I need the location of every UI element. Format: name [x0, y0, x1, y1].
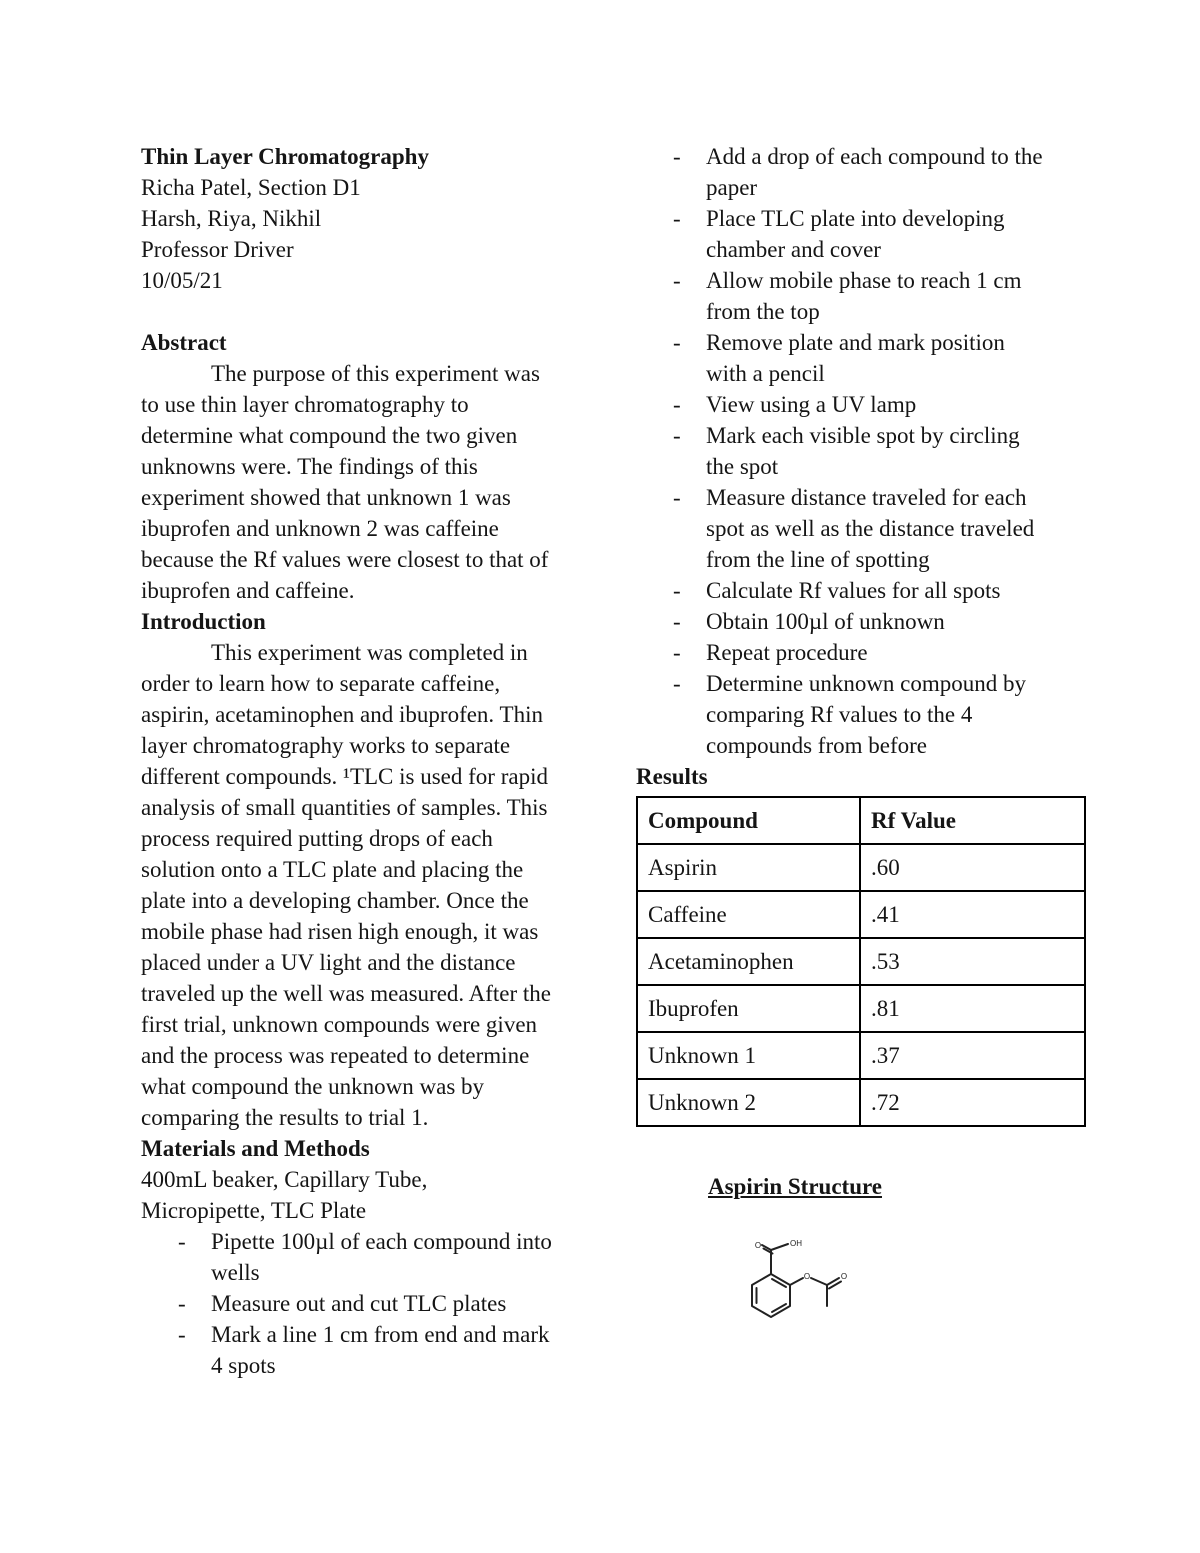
text-line: different compounds. ¹TLC is used for rapid [141, 764, 548, 789]
text-line: plate into a developing chamber. Once the [141, 888, 529, 913]
aspirin-structure-heading: Aspirin Structure [708, 1174, 882, 1199]
text-line: Micropipette, TLC Plate [141, 1198, 367, 1223]
method-step-text [706, 327, 1086, 389]
bullet-dash: - [673, 578, 681, 603]
text-line: Repeat procedure [706, 640, 868, 665]
text-line: This experiment was completed in [211, 640, 528, 665]
text-line: wells [211, 1260, 260, 1285]
text-line: comparing Rf values to the 4 [706, 702, 973, 727]
text-line: Allow mobile phase to reach 1 cm [706, 268, 1022, 293]
aspirin-structure-diagram [745, 1232, 855, 1322]
bullet-dash: - [673, 671, 681, 696]
text-line: and the process was repeated to determine [141, 1043, 530, 1068]
method-step-text [706, 389, 1086, 420]
materials-list [141, 1164, 591, 1226]
method-step [141, 1319, 591, 1381]
hydroxyl-label: OH [790, 1239, 802, 1248]
text-line: Measure out and cut TLC plates [211, 1291, 507, 1316]
method-step-text [706, 203, 1086, 265]
compound-cell: Unknown 2 [637, 1079, 860, 1126]
method-step [636, 203, 1086, 265]
bullet-dash: - [178, 1291, 186, 1316]
professor-line: Professor Driver [141, 237, 294, 262]
method-step [636, 606, 1086, 637]
method-step [636, 389, 1086, 420]
text-line: experiment showed that unknown 1 was [141, 485, 511, 510]
text-line: Add a drop of each compound to the [706, 144, 1043, 169]
abstract-body [141, 358, 591, 606]
rf-value-column-header: Rf Value [860, 797, 1085, 844]
bullet-dash: - [673, 330, 681, 355]
compound-cell: Acetaminophen [637, 938, 860, 985]
text-line: traveled up the well was measured. After the [141, 981, 552, 1006]
bullet-dash: - [673, 609, 681, 634]
text-line: from the line of spotting [706, 547, 930, 572]
method-step-text [211, 1226, 591, 1288]
text-line: 400mL beaker, Capillary Tube, [141, 1167, 428, 1192]
text-line: comparing the results to trial 1. [141, 1105, 429, 1130]
bullet-dash: - [673, 485, 681, 510]
ring-double-bond [772, 1279, 786, 1287]
method-step-text [706, 637, 1086, 668]
table-header-row [637, 797, 1085, 844]
method-steps-list [141, 1226, 591, 1381]
method-step-text [706, 668, 1086, 761]
document-title: Thin Layer Chromatography [141, 144, 429, 169]
text-line: determine what compound the two given [141, 423, 518, 448]
method-step-text [706, 606, 1086, 637]
benzene-ring [752, 1274, 790, 1317]
text-line: because the Rf values were closest to that of [141, 547, 549, 572]
text-line: first trial, unknown compounds were given [141, 1012, 538, 1037]
text-line: layer chromatography works to separate [141, 733, 511, 758]
date-line: 10/05/21 [141, 268, 223, 293]
results-heading: Results [636, 764, 708, 789]
text-line: the spot [706, 454, 779, 479]
compound-cell: Aspirin [637, 844, 860, 891]
bullet-dash: - [673, 640, 681, 665]
method-step [636, 141, 1086, 203]
introduction-body [141, 637, 591, 1133]
text-line: spot as well as the distance traveled [706, 516, 1035, 541]
text-line: ibuprofen and unknown 2 was caffeine [141, 516, 499, 541]
text-line: process required putting drops of each [141, 826, 493, 851]
rf-value-cell: .41 [860, 891, 1085, 938]
table-row [637, 938, 1085, 985]
bullet-dash: - [673, 423, 681, 448]
left-column [141, 141, 591, 1381]
bullet-dash: - [673, 392, 681, 417]
text-line: aspirin, acetaminophen and ibuprofen. Thin [141, 702, 543, 727]
hydroxyl-bond [771, 1244, 788, 1250]
blank-line [141, 296, 591, 327]
text-line: order to learn how to separate caffeine, [141, 671, 501, 696]
method-step [636, 327, 1086, 389]
text-line: Place TLC plate into developing [706, 206, 1005, 231]
method-step-text [706, 482, 1086, 575]
right-column [636, 141, 1086, 1127]
results-table [636, 796, 1086, 1127]
compound-cell: Unknown 1 [637, 1032, 860, 1079]
rf-value-cell: .81 [860, 985, 1085, 1032]
text-line: analysis of small quantities of samples. This [141, 795, 548, 820]
compound-cell: Ibuprofen [637, 985, 860, 1032]
materials-heading: Materials and Methods [141, 1136, 370, 1161]
text-line: compounds from before [706, 733, 927, 758]
method-step [636, 265, 1086, 327]
table-row [637, 1079, 1085, 1126]
ester-bond [790, 1278, 803, 1285]
text-line: mobile phase had risen high enough, it was [141, 919, 539, 944]
acetyl-oxygen-label: O [840, 1272, 848, 1281]
method-step-text [706, 141, 1086, 203]
text-line: View using a UV lamp [706, 392, 917, 417]
text-line: to use thin layer chromatography to [141, 392, 469, 417]
text-line: placed under a UV light and the distance [141, 950, 516, 975]
results-table-body [637, 844, 1085, 1126]
text-line: Mark a line 1 cm from end and mark [211, 1322, 550, 1347]
rf-value-cell: .60 [860, 844, 1085, 891]
bullet-dash: - [673, 144, 681, 169]
method-step-text [706, 575, 1086, 606]
text-line: ibuprofen and caffeine. [141, 578, 355, 603]
method-steps-list-continued [636, 141, 1086, 761]
text-line: Obtain 100µl of unknown [706, 609, 945, 634]
text-line: The purpose of this experiment was [211, 361, 540, 386]
method-step [141, 1288, 591, 1319]
bullet-dash: - [178, 1322, 186, 1347]
text-line: Measure distance traveled for each [706, 485, 1027, 510]
method-step-text [211, 1288, 591, 1319]
author-line: Richa Patel, Section D1 [141, 175, 361, 200]
table-row [637, 985, 1085, 1032]
method-step-text [706, 420, 1086, 482]
compound-column-header: Compound [637, 797, 860, 844]
text-line: unknowns were. The findings of this [141, 454, 478, 479]
text-line: Mark each visible spot by circling [706, 423, 1020, 448]
abstract-heading: Abstract [141, 330, 227, 355]
method-step-text [211, 1319, 591, 1381]
rf-value-cell: .72 [860, 1079, 1085, 1126]
text-line: from the top [706, 299, 820, 324]
text-line: 4 spots [211, 1353, 276, 1378]
carbonyl-oxygen-label: O [754, 1241, 762, 1250]
text-line: with a pencil [706, 361, 825, 386]
method-step [636, 668, 1086, 761]
text-line: solution onto a TLC plate and placing the [141, 857, 524, 882]
ester-bond [811, 1278, 827, 1285]
text-line: Determine unknown compound by [706, 671, 1027, 696]
ester-oxygen-label: O [803, 1272, 811, 1281]
introduction-heading: Introduction [141, 609, 266, 634]
bullet-dash: - [178, 1229, 186, 1254]
text-line: Calculate Rf values for all spots [706, 578, 1001, 603]
ring-double-bond [772, 1304, 786, 1312]
method-step [636, 420, 1086, 482]
text-line: chamber and cover [706, 237, 881, 262]
text-line: paper [706, 175, 758, 200]
bullet-dash: - [673, 206, 681, 231]
method-step [141, 1226, 591, 1288]
text-line: Pipette 100µl of each compound into [211, 1229, 552, 1254]
method-step-text [706, 265, 1086, 327]
text-line: what compound the unknown was by [141, 1074, 485, 1099]
rf-value-cell: .37 [860, 1032, 1085, 1079]
compound-cell: Caffeine [637, 891, 860, 938]
table-row [637, 1032, 1085, 1079]
bullet-dash: - [673, 268, 681, 293]
text-line: Remove plate and mark position [706, 330, 1005, 355]
method-step [636, 637, 1086, 668]
rf-value-cell: .53 [860, 938, 1085, 985]
method-step [636, 575, 1086, 606]
method-step [636, 482, 1086, 575]
table-row [637, 844, 1085, 891]
table-row [637, 891, 1085, 938]
partners-line: Harsh, Riya, Nikhil [141, 206, 322, 231]
